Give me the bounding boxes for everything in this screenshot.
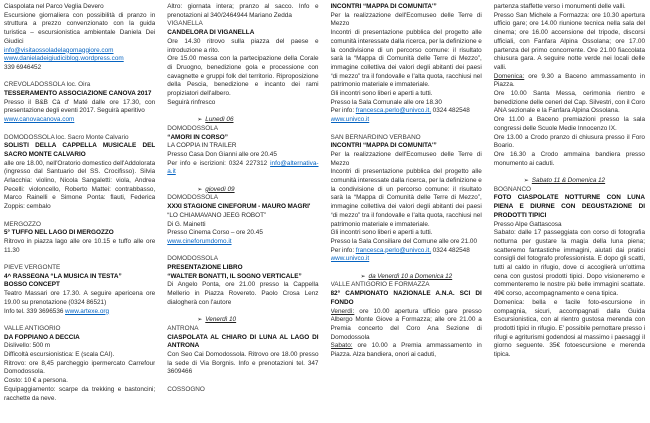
event-location: PIEVE VERGONTE: [4, 264, 61, 272]
text-span: Info tel. 339 3696536: [4, 307, 66, 315]
date-header: [167, 186, 318, 195]
date-header: [331, 273, 482, 282]
text-paragraph: Domenica: bella e facile foto-escursione in compagnia, sicuri, accompagnati dalla Guida Escursionistica, con al rientro gustosa merenda con prodotti tipici in rifugio. E' possibile pernottare presso i rifugi e agriturismi godendosi al massimo i paesaggi il giorno seguente. 35€ fotoescursione e merenda tipica.: [493, 298, 645, 359]
event-location: VALLE ANTIGORIO E FORMAZZA: [330, 281, 430, 289]
link[interactable]: info@visitaossoladelagomaggiore.com: [4, 46, 114, 54]
link[interactable]: www.canovacanova.com: [4, 116, 75, 124]
text-paragraph: Presso Cinema Corso – ore 20.45: [167, 229, 263, 237]
event-title: FOTO CIASPOLATE NOTTURNE CON LUNA PIENA E DIURNE CON DEGUSTAZIONE DI PRODOTTI TIPICI: [493, 194, 645, 219]
text-span: ore 9.30 a Baceno ammassamento in Piazza.: [493, 72, 645, 89]
date-text: Venerdì 10: [205, 316, 237, 324]
text-paragraph: [331, 308, 482, 343]
text-paragraph: Incontri di presentazione pubblica del progetto alle comunità interessate dalla ricerca, per la definizione e la condivisione di un percorso comune: il risultato sarà la “Mappa di Comunità delle Terre di Mezzo”, immagine collettiva dei valori degli abitanti dei paesi “di mezzo” tra il fondovalle e l'alta quota, racchiusi nel patrimonio materiale e immateriale.: [330, 168, 482, 228]
text-paragraph: Gli incontri sono liberi e aperti a tutti.: [330, 90, 433, 98]
text-paragraph: 339 6946452: [4, 63, 42, 71]
text-paragraph: [494, 73, 645, 90]
text-paragraph: Presso la Sala Consiliare del Comune alle ore 21.00: [330, 237, 478, 245]
text-paragraph: Difficoltà escursionistica: E (scala CAI).: [4, 351, 115, 359]
arrow-bullet-icon: ➢: [523, 178, 529, 185]
date-header: [167, 316, 318, 325]
date-text: giovedì 09: [205, 185, 235, 193]
text-paragraph: Per la realizzazione dell'Ecomuseo delle Terre di Mezzo: [330, 150, 482, 167]
column-4: [494, 3, 645, 423]
event-title: PRESENTAZIONE LIBRO: [167, 264, 243, 272]
text-paragraph: [331, 107, 482, 116]
text-paragraph: Ore 10.00 Santa Messa, cerimonia rientro e benedizione delle ceneri del Cap. Silvestri, con il Coro ANA sezionale e la Fanfara Alpina Ossolana.: [493, 90, 645, 115]
text-paragraph: Ore 15.00 messa con la partecipazione della Corale di Druogno, benedizione gola e processione con cavagnette e gruppi folk del territorio. Riproposizione della Pescia, benedizione e incanto dei rami propiziatori dell'albero.: [167, 55, 319, 98]
date-text: Lunedì 06: [205, 116, 234, 124]
text-paragraph: [4, 308, 155, 317]
text-span: ore 10.00 a Premia ammassamento in Piazza. Alza bandiera, onori ai caduti,: [330, 342, 482, 359]
text-paragraph: Presso Alpe Gattascosa: [493, 220, 562, 228]
date-header: [167, 116, 318, 125]
text-span: Per info e iscrizioni: 0324 227312: [167, 159, 271, 167]
text-span: Venerdì:: [330, 307, 355, 315]
column-2: [167, 3, 318, 423]
event-location: DOMODOSSOLA loc. Sacro Monte Calvario: [4, 133, 129, 141]
text-paragraph: “LO CHIAMAVANO JEEG ROBOT”: [167, 211, 267, 219]
text-paragraph: [331, 342, 482, 359]
link[interactable]: www.univco.it: [330, 255, 370, 263]
text-paragraph: Presso San Michele a Formazza: ore 10.30 apertura ufficio gare; ore 14.00 riunione tecnica nella sala del cinema; ore 16.00 accensione del tripode, discorsi ufficiali, con Fanfara Alpina Ossolana; ore 17.00 partenza del primo concorrente. Ore 21.00 fiaccolata chiusura gara. A seguire notte verde nei locali delle valli.: [493, 11, 645, 71]
event-title: DA FOPPIANO A DECCIA: [4, 333, 80, 341]
event-title: 5° TUFFO NEL LAGO DI MERGOZZO: [4, 229, 114, 237]
arrow-bullet-icon: ➢: [197, 186, 203, 193]
inline-link[interactable]: www.artexe.org: [65, 307, 110, 315]
date-text: Sabato 11 & Domenica 12: [531, 177, 606, 185]
text-paragraph: Di G. Mainetti: [167, 220, 206, 228]
event-title: XXXI STAGIONE CINEFORUM - MAURO MAGRI': [167, 203, 311, 211]
event-title: INCONTRI “MAPPA DI COMUNITA'”: [330, 142, 437, 150]
event-title: BOSSO CONCEPT: [4, 281, 60, 289]
text-span: 0324 482548: [431, 246, 470, 254]
arrow-bullet-icon: ➢: [197, 117, 203, 124]
text-paragraph: Seguirà rinfresco: [167, 98, 216, 106]
event-location: MERGOZZO: [4, 220, 41, 228]
date-header: [494, 177, 645, 186]
event-location: DOMODOSSOLA: [167, 194, 219, 202]
text-paragraph: Per la realizzazione dell'Ecomuseo delle Terre di Mezzo: [330, 11, 482, 28]
event-title: SOLISTI DELLA CAPPELLA MUSICALE DEL SACRO MONTE CALVARIO: [4, 142, 156, 158]
text-paragraph: Dislivello: 500 m: [4, 342, 51, 350]
text-paragraph: Sabato: dalle 17 passeggiata con corso di fotografia notturna per gustare la magia della luna piena; scatteremo fantastiche immagini, aiutati dai pratici consigli del fotografo professionista. E dopo gli scatti, tutti al caldo in rifugio, dove ci accoglierà un'ottima cena con gustosi prodotti tipici. Dopo visioneremo e commenteremo le nostre più belle immagini scattate. 49€ corso, accompagnamento e cena tipica.: [493, 229, 645, 298]
text-paragraph: alle ore 18.00, nell'Oratorio domestico dell'Addolorata (ingresso dal Santuario del SS. Crocifisso). Silvia Arlacchia: violino, Nicola Sangaletti: viola, Andrea Pecelli: violoncello, Roberto Mattei: contrabbasso, Marco Rainelli e Simone Ponta: flauti, Federica Zoppis: cembalo: [4, 159, 156, 211]
text-span: Per info:: [330, 246, 356, 254]
text-paragraph: Ore 13.00 a Crodo pranzo di chiusura presso il Foro Boario.: [493, 133, 645, 150]
text-paragraph: Ciaspolata nel Parco Veglia Devero: [4, 3, 104, 10]
inline-link[interactable]: francesca.perlo@univco.it,: [355, 246, 432, 254]
event-location: SAN BERNARDINO VERBANO: [330, 133, 421, 141]
text-span: ore 10.00 apertura ufficio gare presso Albergo Monte Giove a Formazza; alle ore 21.00 a Premia concerto del Coro Ana Sezione di Domodossola: [330, 307, 482, 341]
text-paragraph: Incontri di presentazione pubblica del progetto alle comunità interessate dalla ricerca, per la definizione e la condivisione di un percorso comune: il risultato sarà la “Mappa di Comunità delle Terre di Mezzo”, immagine collettiva dei valori degli abitanti dei paesi “di mezzo” tra il fondovalle e l'alta quota, racchiusi nel patrimonio materiale e immateriale.: [330, 29, 482, 89]
text-span: Per info:: [330, 107, 356, 115]
event-title: 4^ RASSEGNA “LA MUSICA IN TESTA”: [4, 272, 122, 280]
arrow-bullet-icon: ➢: [360, 273, 366, 280]
text-paragraph: Escursione giornaliera con possibilità di pranzo in struttura a prezzo convenzionato con la guida turistica – escursionistica ambientale Daniela Dei Giudici: [4, 11, 156, 45]
text-paragraph: Con Seo Cai Domodossola. Ritrovo ore 18.00 presso la sede di Via Borgnis. Info e prenotazioni tel. 347 3609466: [167, 351, 319, 376]
text-paragraph: Ritrovo: ore 8,45 parcheggio ipermercato Carrefour Domodossola.: [4, 359, 156, 376]
text-span: Domenica:: [493, 72, 525, 80]
text-paragraph: Ore 11.00 a Baceno premiazioni presso la sala congressi delle Scuole Medie Innocenzo IX.: [493, 116, 645, 132]
link[interactable]: www.univco.it: [330, 116, 370, 124]
text-paragraph: partenza staffette verso i monumenti delle valli.: [493, 3, 626, 10]
event-title: INCONTRI “MAPPA DI COMUNITA'”: [330, 3, 437, 10]
link[interactable]: www.cineforumdomo.it: [167, 237, 232, 245]
inline-link[interactable]: francesca.perlo@univco.it,: [355, 107, 432, 115]
text-span: 0324 482548: [431, 107, 470, 115]
event-location: DOMODOSSOLA: [167, 255, 219, 263]
event-location: ANTRONA: [167, 324, 199, 332]
arrow-bullet-icon: ➢: [197, 317, 203, 324]
text-paragraph: LA COPPIA IN TRAILER: [167, 142, 237, 150]
columns: [4, 3, 645, 423]
inline-link[interactable]: info@alternativa-a.it: [167, 159, 319, 176]
text-paragraph: Ore 14.30 ritrovo sulla piazza del paese e introduzione a rito.: [167, 37, 319, 54]
text-paragraph: Gli incontri sono liberi e aperti a tutti.: [330, 229, 433, 237]
text-span: Sabato:: [330, 342, 353, 350]
event-location: DOMODOSSOLA: [167, 124, 219, 132]
event-title: 82° CAMPIONATO NAZIONALE A.N.A. SCI DI FONDO: [330, 290, 482, 306]
text-paragraph: Ritrovo in piazza lago alle ore 10.15 e tuffo alle ore 11.30: [4, 237, 156, 254]
text-paragraph: Equipaggiamento: scarpe da trekking e bastoncini; racchette da neve.: [4, 385, 156, 402]
event-location: VALLE ANTIGORIO: [4, 324, 61, 332]
event-location: VIGANELLA: [167, 20, 203, 28]
event-title: TESSERAMENTO ASSOCIAZIONE CANOVA 2017: [4, 90, 152, 98]
text-paragraph: [331, 247, 482, 256]
link[interactable]: www.danieladeigiudiciblog.wordpress.com: [4, 55, 124, 63]
text-paragraph: Presso il B&B Cà d' Maté dalle ore 17.30, con presentazione degli eventi 2017. Seguirà aperitivo: [4, 98, 156, 115]
event-location: COSSOGNO: [167, 385, 205, 393]
text-paragraph: Costo: 10 € a persona.: [4, 377, 68, 385]
text-paragraph: Teatro Massari ore 17.30. A seguire apericena ore 19.00 su prenotazione (0324 86521): [4, 290, 156, 306]
text-paragraph: [167, 160, 318, 177]
date-text: da Venerdì 10 a Domenica 12: [368, 272, 453, 280]
column-3: [331, 3, 482, 423]
event-title: CANDELORA DI VIGANELLA: [167, 29, 255, 37]
text-paragraph: Di Angelo Ponta, ore 21.00 presso la Cappella Mellerio in Piazza Rovereto. Paolo Crosa Lenz dialogherà con l'autore: [167, 281, 319, 306]
text-paragraph: Altro: giornata intera; pranzo al sacco. Info e prenotazioni al 340/2464944 Mariano Zedda: [167, 3, 319, 19]
text-paragraph: Presso la Sala Comunale alle ore 18.30: [330, 98, 442, 106]
text-paragraph: Ore 16.30 a Crodo ammaina bandiera presso monumento ai caduti.: [493, 150, 645, 167]
event-title: “WALTER BONATTI, IL SOGNO VERTICALE”: [167, 272, 302, 280]
text-paragraph: Presso Casa Don Gianni alle ore 20.45: [167, 150, 277, 158]
event-title: “AMORI IN CORSO”: [167, 133, 228, 141]
event-location: CREVOLADOSSOLA loc. Oira: [4, 81, 91, 89]
event-title: CIASPOLATA AL CHIARO DI LUNA AL LAGO DI ANTRONA: [167, 333, 319, 350]
event-location: BOGNANCO: [493, 185, 532, 193]
column-1: [4, 3, 155, 423]
